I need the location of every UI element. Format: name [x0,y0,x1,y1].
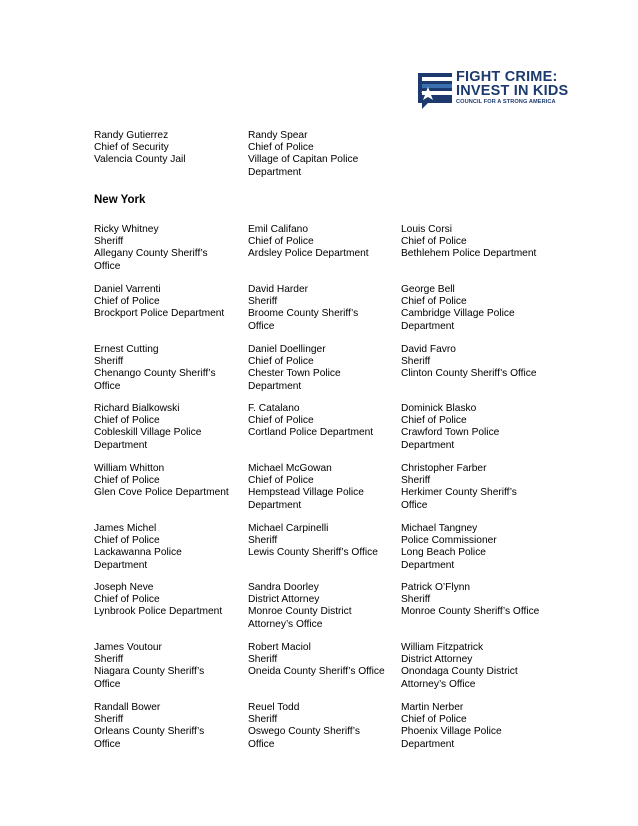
entry-title: Sheriff [401,594,431,606]
entry-name: Daniel Varrenti [94,284,161,295]
entry-agency: Attorney’s Office [248,618,323,630]
entry-title: Sheriff [94,236,124,248]
entry-title: Chief of Police [401,296,467,308]
directory-entry [94,344,216,393]
entry-agency: Village of Capitan Police [248,154,359,166]
entry-title: Chief of Police [401,415,467,427]
directory-entry [248,642,385,679]
entry-name: Randall Bower [94,702,161,713]
entry-title: Sheriff [94,654,124,666]
entry-agency: Cambridge Village Police [401,308,515,320]
entry-title: Chief of Police [401,714,467,726]
entry-name: James Michel [94,523,157,534]
directory-entry [94,284,224,321]
entry-agency: Long Beach Police [401,547,486,559]
entry-agency: Cobleskill Village Police [94,427,202,439]
entry-name: Martin Nerber [401,702,464,713]
directory-entry [94,130,186,167]
entry-agency: Brockport Police Department [94,308,225,320]
entry-name: James Voutour [94,642,162,653]
entry-agency: Office [94,738,121,750]
directory-entry [401,463,517,512]
entry-name: Daniel Doellinger [248,344,326,355]
entry-title: Police Commissioner [401,535,497,547]
entry-title: Chief of Police [94,415,160,427]
flag-star-icon [418,69,454,109]
entry-agency: Department [401,439,455,451]
entry-title: Sheriff [248,654,278,666]
entry-agency: Department [94,559,148,571]
directory-entry [248,284,358,333]
entry-name: Richard Bialkowski [94,403,180,414]
directory-entry [94,224,208,273]
directory-entry [248,582,352,631]
entry-agency: Phoenix Village Police [401,726,502,738]
entry-agency: Lynbrook Police Department [94,606,223,618]
directory-entry [401,582,539,619]
entry-agency: Valencia County Jail [94,154,186,166]
entry-agency: Office [94,678,121,690]
entry-agency: Department [248,166,302,178]
entry-agency: Onondaga County District [401,666,518,678]
directory-entry [401,642,518,691]
entry-name: F. Catalano [248,403,300,414]
entry-name: Randy Gutierrez [94,130,169,141]
entry-agency: Office [94,260,121,272]
entry-name: Joseph Neve [94,582,154,593]
entry-title: District Attorney [248,594,320,606]
entry-title: Chief of Police [248,142,314,154]
entry-agency: Clinton County Sheriff’s Office [401,368,537,380]
entry-title: Chief of Police [248,475,314,487]
entry-name: Patrick O’Flynn [401,582,471,593]
entry-agency: Office [248,738,275,750]
directory-entry [248,344,341,393]
directory-entry [401,224,536,261]
directory-entry [94,702,204,751]
entry-name: William Fitzpatrick [401,642,484,653]
directory-entry [401,702,502,751]
entry-title: District Attorney [401,654,473,666]
entry-agency: Crawford Town Police [401,427,500,439]
entry-name: Robert Maciol [248,642,311,653]
entry-agency: Bethlehem Police Department [401,248,537,260]
entry-title: Sheriff [94,356,124,368]
entry-name: Michael McGowan [248,463,332,474]
directory-entry [94,523,182,572]
entry-agency: Monroe County Sheriff’s Office [401,606,540,618]
entry-agency: Niagara County Sheriff’s [94,666,205,678]
entry-agency: Lewis County Sheriff’s Office [248,547,378,559]
logo-line-3: COUNCIL FOR A STRONG AMERICA [456,99,556,105]
directory-entry [401,523,497,572]
org-logo [418,69,583,109]
entry-agency: Attorney’s Office [401,678,476,690]
entry-agency: Monroe County District [248,606,352,618]
entry-name: Emil Califano [248,224,309,235]
entry-agency: Allegany County Sheriff’s [94,248,208,260]
entry-name: Sandra Doorley [248,582,319,593]
directory-entry [248,463,364,512]
entry-agency: Orleans County Sheriff’s [94,726,205,738]
entry-title: Sheriff [248,296,278,308]
entry-agency: Department [401,559,455,571]
entry-title: Sheriff [248,535,278,547]
entry-name: Ernest Cutting [94,344,159,355]
entry-agency: Department [401,320,455,332]
directory-entry [401,403,499,452]
entry-name: George Bell [401,284,455,295]
entry-agency: Oswego County Sheriff’s [248,726,360,738]
entry-agency: Hempstead Village Police [248,487,364,499]
entry-title: Chief of Police [401,236,467,248]
entry-title: Sheriff [401,475,431,487]
entry-title: Chief of Police [248,415,314,427]
entry-title: Chief of Police [94,594,160,606]
entry-agency: Office [248,320,275,332]
directory-entry [94,403,201,452]
directory-entry [401,344,537,381]
directory-entry [401,284,515,333]
entry-name: Christopher Farber [401,463,487,474]
entry-title: Chief of Security [94,142,169,154]
directory-entry [94,642,204,691]
entry-agency: Office [94,380,121,392]
logo-line-1: FIGHT CRIME: [456,69,558,85]
entry-agency: Glen Cove Police Department [94,487,229,499]
entry-agency: Oneida County Sheriff’s Office [248,666,385,678]
entry-name: Reuel Todd [248,702,300,713]
entry-title: Chief of Police [248,356,314,368]
entry-title: Chief of Police [94,535,160,547]
entry-name: David Favro [401,344,456,355]
entry-title: Chief of Police [248,236,314,248]
entry-agency: Ardsley Police Department [248,248,369,260]
directory-entry [248,403,373,440]
entry-title: Sheriff [401,356,431,368]
entry-agency: Herkimer County Sheriff’s [401,487,517,499]
entry-name: Randy Spear [248,130,308,141]
entry-name: Dominick Blasko [401,403,477,414]
entry-agency: Department [248,499,302,511]
directory-entry [248,130,358,179]
logo-line-2: INVEST IN KIDS [456,83,569,99]
entry-name: Michael Carpinelli [248,523,329,534]
entry-name: Ricky Whitney [94,224,159,235]
entry-agency: Department [401,738,455,750]
entry-name: David Harder [248,284,309,295]
directory-entry [94,463,229,500]
directory-entry [248,224,369,261]
entry-title: Chief of Police [94,296,160,308]
entry-title: Sheriff [94,714,124,726]
state-heading: New York [94,194,146,206]
entry-agency: Broome County Sheriff’s [248,308,359,320]
entry-agency: Office [401,499,428,511]
directory-entry [248,702,360,751]
entry-name: Louis Corsi [401,224,452,235]
entry-name: William Whitton [94,463,165,474]
entry-agency: Chenango County Sheriff’s [94,368,216,380]
directory-entry [248,523,378,560]
entry-agency: Department [94,439,148,451]
entry-title: Sheriff [248,714,278,726]
entry-name: Michael Tangney [401,523,478,534]
entry-agency: Cortland Police Department [248,427,374,439]
entry-agency: Department [248,380,302,392]
entry-agency: Lackawanna Police [94,547,182,559]
entry-title: Chief of Police [94,475,160,487]
entry-agency: Chester Town Police [248,368,341,380]
directory-entry [94,582,222,619]
